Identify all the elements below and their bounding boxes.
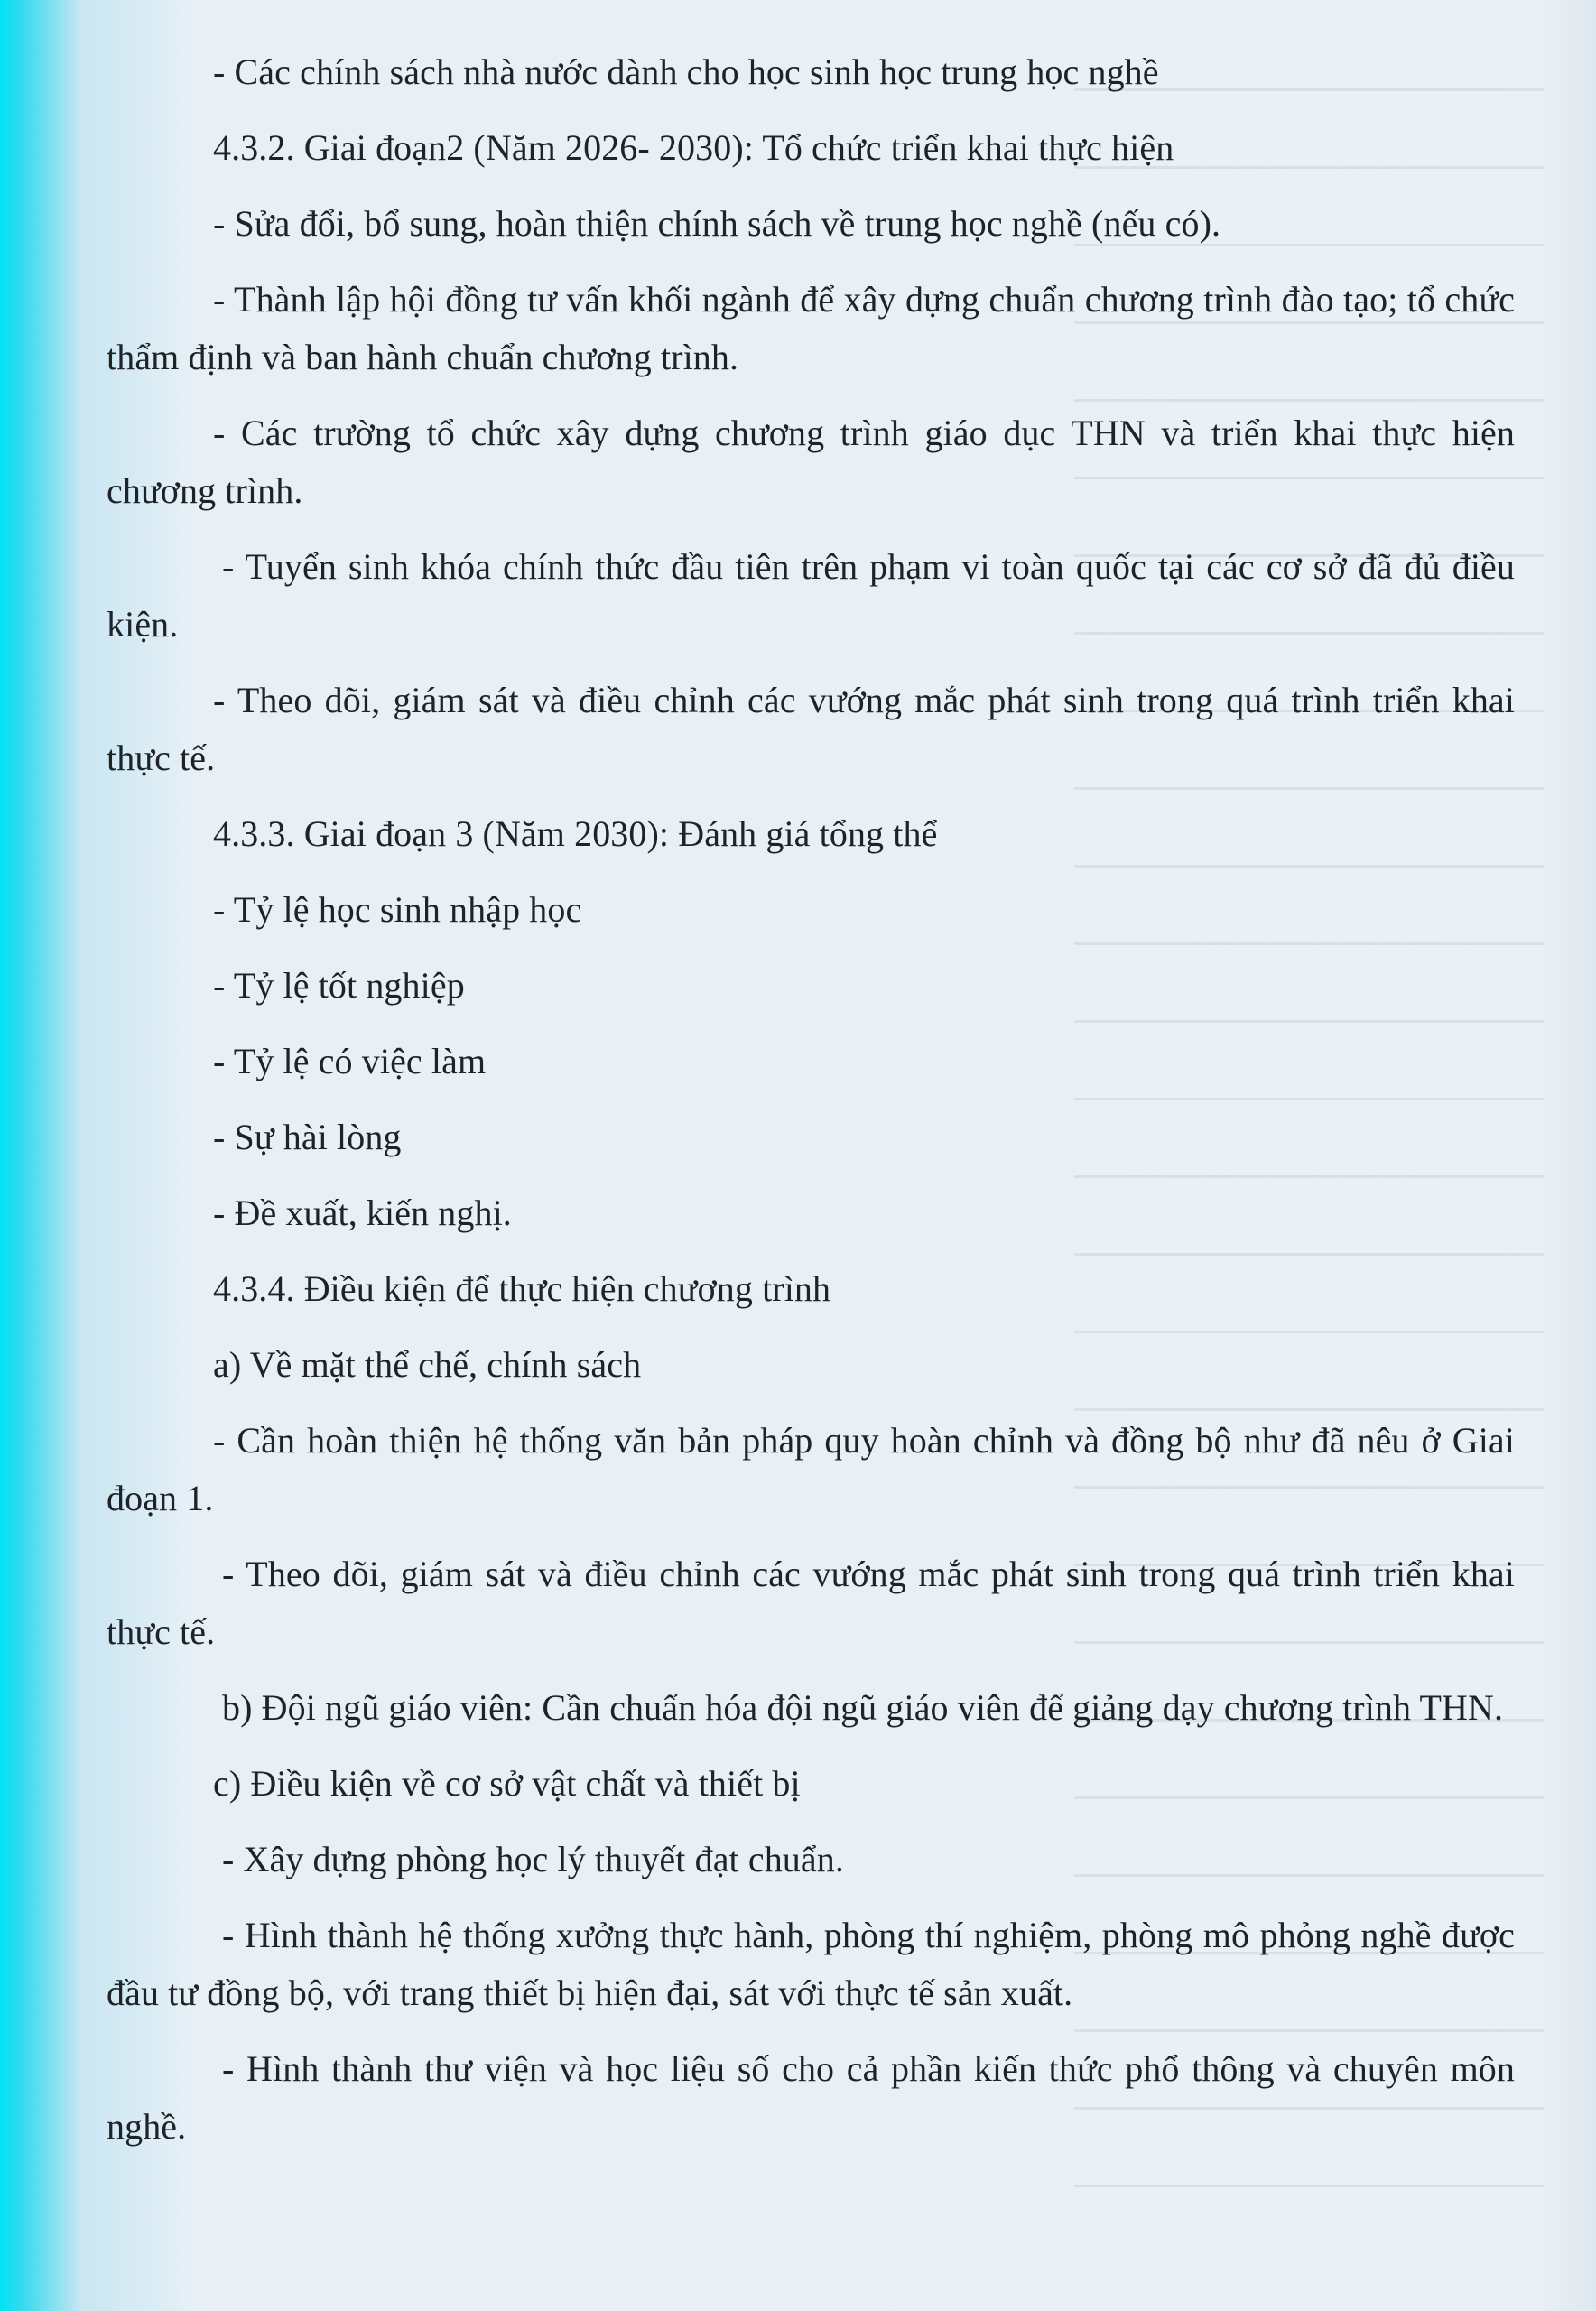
bullet-satisfaction: - Sự hài lòng <box>213 1117 402 1157</box>
heading-4-3-3: 4.3.3. Giai đoạn 3 (Năm 2030): Đánh giá tổng thể <box>213 813 938 854</box>
bullet-workshops: - Hình thành hệ thống xưởng thực hành, phòng thí nghiệm, phòng mô phỏng nghề được đầu tư đồng bộ, với trang thiết bị hiện đại, sát với thực tế sản xuất. <box>107 1915 1515 2013</box>
heading-4-3-4: 4.3.4. Điều kiện để thực hiện chương trình <box>213 1268 831 1309</box>
bullet-classrooms: - Xây dựng phòng học lý thuyết đạt chuẩn. <box>222 1839 844 1879</box>
bullet-graduation-rate: - Tỷ lệ tốt nghiệp <box>213 965 465 1006</box>
bullet-monitor-2: - Theo dõi, giám sát và điều chỉnh các vướng mắc phát sinh trong quá trình triển khai thực tế. <box>107 1554 1515 1652</box>
bullet-policy: - Các chính sách nhà nước dành cho học sinh học trung học nghề <box>213 51 1159 92</box>
bullet-first-enrollment: - Tuyển sinh khóa chính thức đầu tiên trên phạm vi toàn quốc tại các cơ sở đã đủ điều kiện. <box>107 546 1515 645</box>
bullet-monitor-1: - Theo dõi, giám sát và điều chỉnh các vướng mắc phát sinh trong quá trình triển khai thực tế. <box>107 680 1515 778</box>
bullet-legal-docs: - Cần hoàn thiện hệ thống văn bản pháp quy hoàn chỉnh và đồng bộ như đã nêu ở Giai đoạn 1. <box>107 1420 1515 1518</box>
heading-4-3-2: 4.3.2. Giai đoạn2 (Năm 2026- 2030): Tổ chức triển khai thực hiện <box>213 127 1174 168</box>
bullet-schools-build-program: - Các trường tổ chức xây dựng chương trình giáo dục THN và triển khai thực hiện chương trình. <box>107 413 1515 511</box>
document-body <box>107 43 1515 2156</box>
bullet-enrollment-rate: - Tỷ lệ học sinh nhập học <box>213 889 582 930</box>
bullet-digital-library: - Hình thành thư viện và học liệu số cho cả phần kiến thức phổ thông và chuyên môn nghề. <box>107 2048 1515 2147</box>
subheading-c: c) Điều kiện về cơ sở vật chất và thiết bị <box>213 1763 801 1804</box>
subheading-a: a) Về mặt thể chế, chính sách <box>213 1344 642 1385</box>
bullet-employment-rate: - Tỷ lệ có việc làm <box>213 1041 487 1081</box>
bullet-advisory-council: - Thành lập hội đồng tư vấn khối ngành để xây dựng chuẩn chương trình đào tạo; tổ chức thẩm định và ban hành chuẩn chương trình. <box>107 279 1515 377</box>
bullet-recommendations: - Đề xuất, kiến nghị. <box>213 1193 512 1233</box>
subheading-b: b) Đội ngũ giáo viên: Cần chuẩn hóa đội ngũ giáo viên để giảng dạy chương trình THN. <box>222 1687 1504 1728</box>
bullet-amend-policy: - Sửa đổi, bổ sung, hoàn thiện chính sách về trung học nghề (nếu có). <box>213 203 1221 244</box>
